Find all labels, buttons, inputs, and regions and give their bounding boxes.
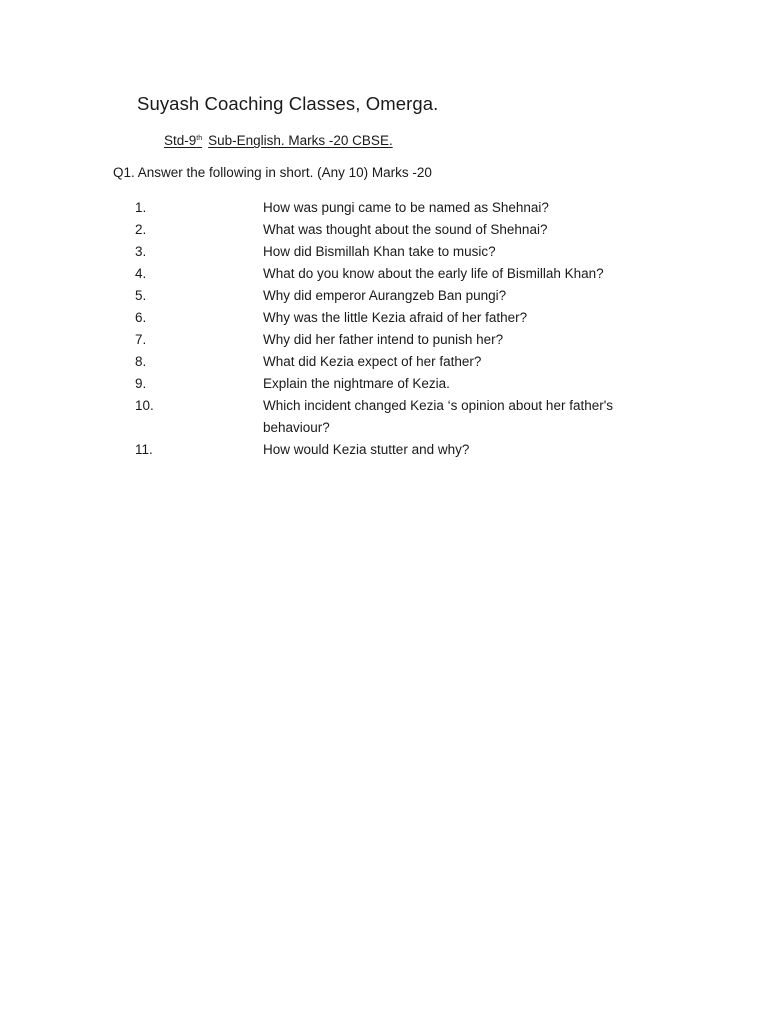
question-item <box>135 329 655 351</box>
question-number: 10. <box>135 398 154 413</box>
question-item <box>135 395 655 439</box>
question-text: Why did her father intend to punish her? <box>263 332 504 347</box>
question-number: 9. <box>135 376 147 391</box>
question-number: 7. <box>135 332 147 347</box>
question-item <box>135 263 655 285</box>
question-text: Why was the little Kezia afraid of her father? <box>263 310 528 325</box>
question-number: 3. <box>135 244 147 259</box>
question-item <box>135 197 655 219</box>
question-item <box>135 285 655 307</box>
question-number: 6. <box>135 310 147 325</box>
question-number: 8. <box>135 354 147 369</box>
question-item <box>135 241 655 263</box>
question-number: 5. <box>135 288 147 303</box>
question-item <box>135 307 655 329</box>
document-title: Suyash Coaching Classes, Omerga. <box>137 93 439 114</box>
question-text: What was thought about the sound of Shehnai? <box>263 222 548 237</box>
question-text: Which incident changed Kezia ‘s opinion about her father's behaviour? <box>263 398 614 435</box>
question-item <box>135 373 655 395</box>
question-number: 1. <box>135 200 147 215</box>
question-text: How was pungi came to be named as Shehnai? <box>263 200 549 215</box>
question-item <box>135 351 655 373</box>
question-number: 4. <box>135 266 147 281</box>
question-text: What did Kezia expect of her father? <box>263 354 482 369</box>
question-item <box>135 219 655 241</box>
question-text: How did Bismillah Khan take to music? <box>263 244 496 259</box>
class-subject-line <box>164 133 393 148</box>
question-text: Why did emperor Aurangzeb Ban pungi? <box>263 288 507 303</box>
std-superscript: th <box>196 135 203 142</box>
std-label: Std-9 <box>164 133 197 148</box>
question-list <box>135 197 655 461</box>
question-number: 11. <box>135 442 153 457</box>
question-number: 2. <box>135 222 147 237</box>
question-text: Explain the nightmare of Kezia. <box>263 376 450 391</box>
question-item <box>135 439 655 461</box>
subject-marks-label: Sub-English. Marks -20 CBSE. <box>208 133 393 148</box>
question-text: What do you know about the early life of Bismillah Khan? <box>263 266 604 281</box>
question-heading: Q1. Answer the following in short. (Any 10) Marks -20 <box>113 165 432 180</box>
question-text: How would Kezia stutter and why? <box>263 442 470 457</box>
